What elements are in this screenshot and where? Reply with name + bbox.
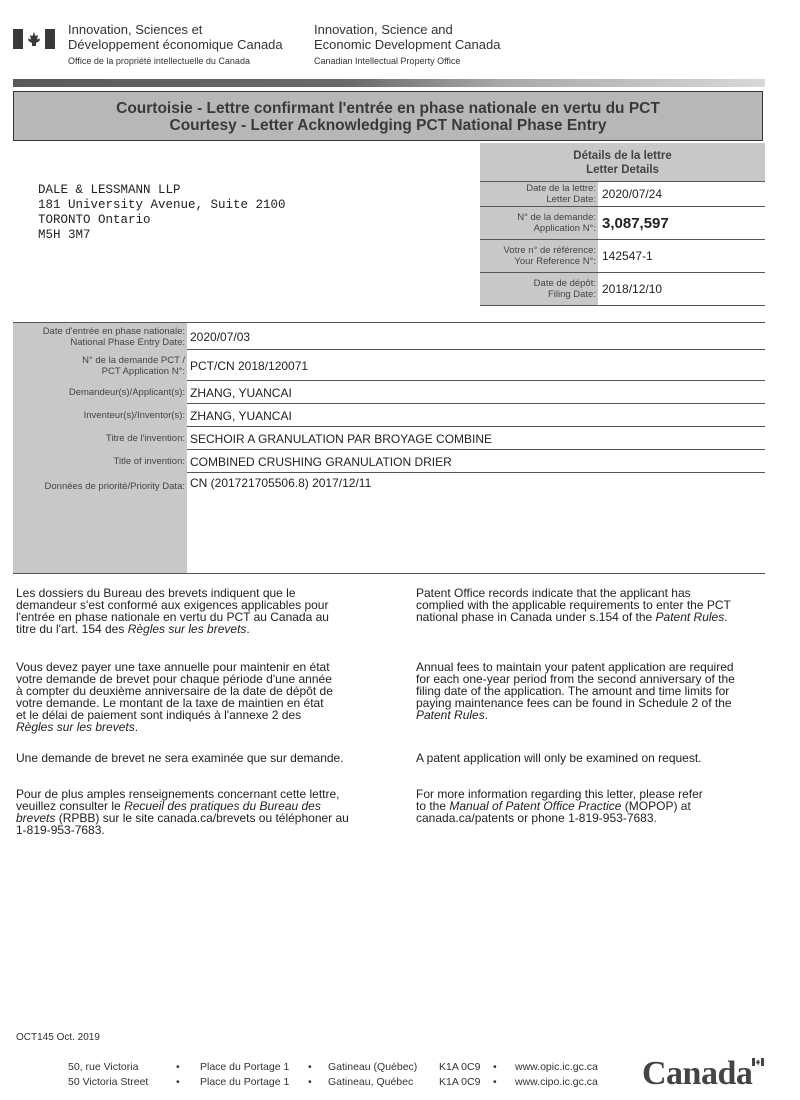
manual-reference: Manual of Patent Office Practice	[449, 799, 622, 813]
text-line: complied with the applicable requirements to enter the PCT	[416, 598, 731, 612]
detail-label: Date de dépôt:	[533, 278, 596, 289]
text-line: à compter du deuxième anniversaire de la date de dépôt de	[16, 684, 333, 698]
priority-data-row	[13, 473, 765, 573]
manual-reference: brevets	[16, 811, 56, 825]
detail-label: Votre n° de référence:	[503, 245, 596, 256]
inventor-row	[13, 404, 765, 427]
field-label: Demandeur(s)/Applicant(s):	[68, 387, 185, 398]
footer-address	[68, 1060, 598, 1090]
paragraph-fr-3	[16, 752, 344, 764]
inventor-value: ZHANG, YUANCAI	[190, 408, 292, 423]
letter-date-row	[480, 181, 765, 207]
application-details-table	[13, 322, 765, 574]
letter-details-heading	[480, 143, 765, 181]
text-line: votre demande de brevet pour chaque période d'une année	[16, 672, 332, 686]
rules-reference: Patent Rules	[655, 610, 725, 624]
rules-reference: Règles sur les brevets	[127, 622, 247, 636]
dept-name-fr-line2: Développement économique Canada	[68, 37, 283, 52]
canada-wordmark: Canada	[642, 1055, 753, 1092]
dept-name-en-line2: Economic Development Canada	[314, 37, 501, 52]
phone-number: 1-819-953-7683.	[16, 823, 105, 837]
office-name-fr: Office de la propriété intellectuelle du Canada	[68, 56, 250, 66]
detail-label: Date de la lettre:	[526, 183, 596, 194]
detail-label: Letter Date:	[546, 194, 596, 205]
office-name-en: Canadian Intellectual Property Office	[314, 56, 461, 66]
heading-en: Letter Details	[586, 164, 659, 176]
text-line: demandeur s'est conformé aux exigences applicables pour	[16, 598, 329, 612]
field-label: Title of invention:	[113, 456, 185, 467]
reference-number-value: 142547-1	[602, 249, 653, 263]
filing-date-row	[480, 273, 765, 306]
header-french	[68, 22, 283, 67]
field-label: PCT Application N°:	[101, 365, 185, 377]
address-line: TORONTO Ontario	[38, 213, 151, 227]
filing-date-value: 2018/12/10	[602, 282, 663, 296]
paragraph-en-2: Annual fees to maintain your patent application are required for each one-year period from the second anniversary of the filing date of the application. The amount and time limits for paying maintenance fees can be found in Schedule 2 of the Patent Rules.	[416, 660, 735, 722]
title-en-value: COMBINED CRUSHING GRANULATION DRIER	[190, 454, 452, 469]
title-french: Courtoisie - Lettre confirmant l'entrée en phase nationale en vertu du PCT	[116, 100, 660, 117]
detail-label: Application N°:	[533, 223, 596, 234]
text-line: l'entrée en phase nationale en vertu du PCT au Canada au	[16, 610, 329, 624]
text-line: Les dossiers du Bureau des brevets indiquent que le	[16, 586, 296, 600]
manual-reference: Recueil des pratiques du Bureau des	[124, 799, 321, 813]
rules-reference: Patent Rules	[416, 708, 485, 722]
application-number-row	[480, 207, 765, 240]
text-line: Annual fees to maintain your patent application are required	[416, 660, 734, 674]
text-line: et le délai de paiement sont indiqués à l'annexe 2 des	[16, 708, 302, 722]
header-english	[314, 22, 500, 67]
text-line: Patent Office records indicate that the applicant has	[416, 586, 691, 600]
field-label: N° de la demande PCT /	[82, 354, 185, 366]
applicant-value: ZHANG, YUANCAI	[190, 385, 292, 400]
text-line: votre demande. Le montant de la taxe de maintien en état	[16, 696, 324, 710]
field-label: Inventeur(s)/Inventor(s):	[83, 410, 185, 421]
title-fr-value: SECHOIR A GRANULATION PAR BROYAGE COMBINE	[190, 431, 493, 446]
paragraph-fr-2: Vous devez payer une taxe annuelle pour maintenir en état votre demande de brevet pour chaque période d'une année à compter du deuxième anniversaire de la date de dépôt de votre demande. Le montant de la taxe de maintien en état et le délai de paiement sont indiqués à l'annexe 2 des Règles sur les brevets.	[16, 660, 333, 734]
text-line: national phase in Canada under s.154 of the	[416, 610, 656, 624]
applicant-row	[13, 381, 765, 404]
rules-reference: Règles sur les brevets	[16, 720, 135, 734]
wordmark-flag-icon	[752, 1058, 764, 1066]
title-en-row	[13, 450, 765, 473]
text-line: paying maintenance fees can be found in Schedule 2 of the	[416, 696, 732, 710]
national-phase-entry-row	[13, 323, 765, 350]
priority-data-value: CN (201721705506.8) 2017/12/11	[190, 476, 372, 490]
field-label: Date d'entrée en phase nationale:	[42, 325, 185, 337]
text-line: A patent application will only be examined on request.	[416, 751, 702, 765]
field-label: Titre de l'invention:	[105, 433, 185, 444]
website-link[interactable]: www.opic.ic.gc.ca	[515, 1061, 598, 1073]
national-phase-entry-value: 2020/07/03	[190, 329, 251, 344]
dept-name-fr-line1: Innovation, Sciences et	[68, 22, 203, 37]
header-stripe	[13, 79, 765, 87]
paragraph-en-3	[416, 752, 702, 764]
paragraph-fr-4: Pour de plus amples renseignements concernant cette lettre, veuillez consulter le Recueil des pratiques du Bureau des brevets (RPBB) sur le site canada.ca/brevets ou téléphoner au 1-819-953-7683.	[16, 787, 349, 837]
text-line: filing date of the application. The amount and time limits for	[416, 684, 730, 698]
address-line: DALE & LESSMANN LLP	[38, 183, 181, 197]
website-link[interactable]: www.cipo.ic.gc.ca	[515, 1076, 598, 1088]
footer-row-en: 50 Victoria Street • Place du Portage 1 • Gatineau, Québec K1A 0C9 • www.cipo.ic.gc.ca	[68, 1076, 598, 1088]
footer-row-fr: 50, rue Victoria • Place du Portage 1 • Gatineau (Québec) K1A 0C9 • www.opic.ic.gc.ca	[68, 1061, 598, 1073]
title-fr-row	[13, 427, 765, 450]
pct-application-value: PCT/CN 2018/120071	[190, 358, 309, 373]
application-number-value: 3,087,597	[602, 214, 669, 232]
letter-title	[13, 91, 763, 141]
paragraph-fr-1: Les dossiers du Bureau des brevets indiquent que le demandeur s'est conformé aux exigences applicables pour l'entrée en phase nationale en vertu du PCT au Canada au titre du l'art. 154 des Règles sur les brevets.	[16, 586, 329, 636]
detail-label: N° de la demande:	[517, 212, 596, 223]
recipient-address	[38, 183, 286, 243]
letter-details-panel	[480, 143, 765, 306]
field-label: National Phase Entry Date:	[70, 336, 185, 348]
text-line: Pour de plus amples renseignements concernant cette lettre,	[16, 787, 340, 801]
text-line: canada.ca/patents or phone 1-819-953-7683.	[416, 811, 657, 825]
canada-flag-icon	[13, 29, 55, 49]
letter-date-value: 2020/07/24	[602, 187, 663, 201]
text-line: For more information regarding this letter, please refer	[416, 787, 703, 801]
text-line: for each one-year period from the second anniversary of the	[416, 672, 735, 686]
text-line: titre du l'art. 154 des	[16, 622, 128, 636]
field-label: Données de priorité/Priority Data:	[44, 481, 185, 492]
pct-application-row	[13, 350, 765, 381]
paragraph-en-4: For more information regarding this letter, please refer to the Manual of Patent Office Practice (MOPOP) at canada.ca/patents or phone 1-819-953-7683.	[416, 787, 703, 825]
form-code: OCT145 Oct. 2019	[16, 1032, 100, 1043]
reference-number-row	[480, 240, 765, 273]
heading-fr: Détails de la lettre	[573, 150, 672, 162]
address-line: 181 University Avenue, Suite 2100	[38, 198, 286, 212]
detail-label: Your Reference N°:	[514, 256, 596, 267]
paragraph-en-1: Patent Office records indicate that the applicant has complied with the applicable requirements to enter the PCT national phase in Canada under s.154 of the Patent Rules.	[416, 586, 731, 624]
detail-label: Filing Date:	[547, 289, 596, 300]
title-english: Courtesy - Letter Acknowledging PCT National Phase Entry	[169, 117, 607, 134]
text-line: Une demande de brevet ne sera examinée que sur demande.	[16, 751, 344, 765]
text-line: Vous devez payer une taxe annuelle pour maintenir en état	[16, 660, 330, 674]
address-line: M5H 3M7	[38, 228, 91, 242]
dept-name-en-line1: Innovation, Science and	[314, 22, 453, 37]
